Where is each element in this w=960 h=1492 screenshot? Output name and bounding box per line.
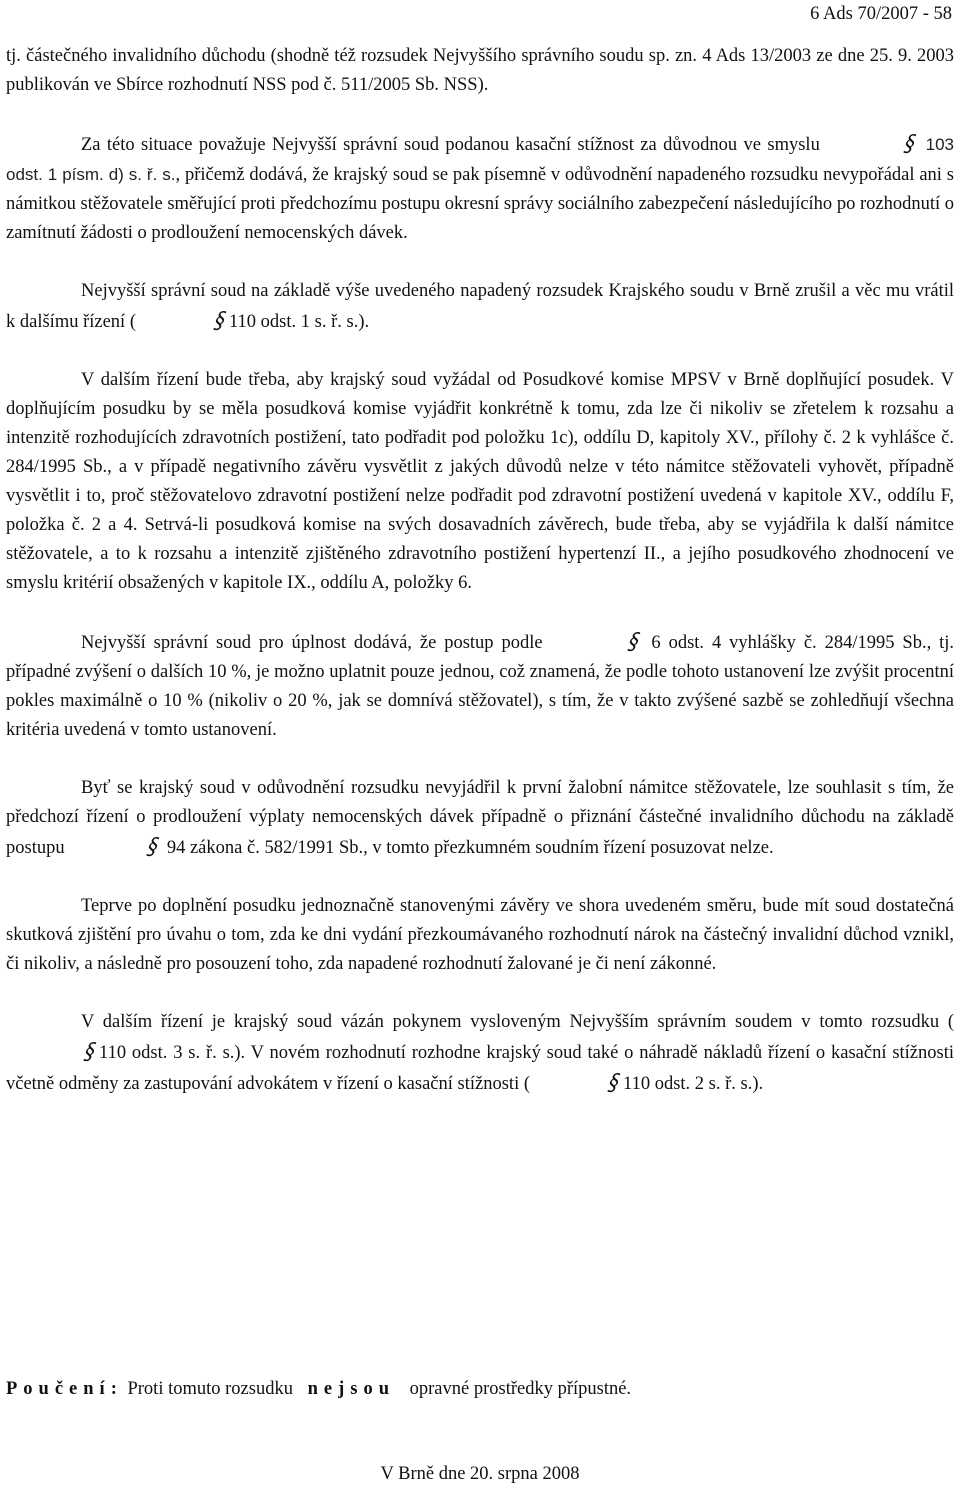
paragraph-6 [6,774,954,863]
paragraph-8-text-a: V dalším řízení je krajský soud vázán pokynem vysloveným Nejvyšším správním soudem v tomto rozsudku ( [81,1012,954,1032]
instruction-emphasis: nejsou [307,1379,395,1399]
paragraph-8 [6,1008,954,1099]
paragraph-3 [6,277,954,337]
document-body [6,42,954,1099]
paragraph-6-text-b: 94 zákona č. 582/1991 Sb., v tomto přezkumném soudním řízení posuzovat nelze. [166,838,774,858]
section-sign-icon: § [900,129,921,157]
paragraph-2-text-a: Za této situace považuje Nejvyšší správní soud podanou kasační stížnost za důvodnou ve smyslu [81,135,820,155]
section-sign-icon: § [624,627,645,655]
docket-number: 6 Ads 70/2007 - 58 [810,4,952,24]
paragraph-8-text-c: 110 odst. 2 s. ř. s.). [623,1074,764,1094]
paragraph-2 [6,129,954,248]
date-line: V Brně dne 20. srpna 2008 [380,1464,580,1484]
legal-instruction [6,1379,631,1400]
instruction-text-b: opravné prostředky přípustné. [409,1379,632,1399]
section-sign-icon: § [604,1068,625,1096]
paragraph-5 [6,627,954,745]
paragraph-5-text-b: 6 odst. 4 vyhlášky č. 284/1995 Sb., tj. případné zvýšení o dalších 10 %, je možno uplatnit pouze jednou, což znamená, že podle tohoto ustanovení lze zvýšit procentní pokles maximálně o 10 % (nikoliv o 20 %, jak se domnívá stěžovatel), s tím, že v takto zvýšené sazbě se zohledňují všechna kritéria uvedená v tomto ustanovení. [6,633,955,740]
paragraph-7: Teprve po doplnění posudku jednoznačně stanovenými závěry ve shora uvedeném směru, bude mít soud dostatečná skutková zjištění pro úvahu o tom, zda ke dni vydání přezkoumávaného rozhodnutí nárok na částečný invalidní důchod vznikl, či nikoliv, a následně pro posouzení toho, zda napadené rozhodnutí žalované je či není zákonné. [6,896,954,974]
instruction-text-a: Proti tomuto rozsudku [127,1379,293,1399]
instruction-label: Poučení: [6,1379,123,1399]
paragraph-4: V dalším řízení bude třeba, aby krajský soud vyžádal od Posudkové komise MPSV v Brně doplňující posudek. V doplňujícím posudku by se měla posudková komise vyjádřit konkrétně k tomu, zda lze či nikoliv se zřetelem k rozsahu a intenzitě rozhodujících zdravotních postižení, tato podřadit pod položku 1c), oddílu D, kapitoly XV., přílohy č. 2 k vyhlášce č. 284/1995 Sb., a v případě negativního závěru vysvětlit z jakých důvodů nelze v této námitce stěžovateli vyhovět, případně vysvětlit i to, proč stěžovatelovo zdravotní postižení nelze podřadit pod zdravotní postižení uvedená v kapitole XV., oddílu F, položka č. 2 a 4. Setrvá-li posudková komise na svých dosavadních závěrech, bude třeba, aby se vyjádřila k další námitce stěžovatele, a to k rozsahu a intenzitě zjištěného zdravotního postižení hypertenzí II., a jejího posudkového zhodnocení ve smyslu kritérií obsažených v kapitole IX., oddílu A, položky 6. [6,370,954,593]
section-sign-icon: § [210,306,231,334]
paragraph-2-citation: 103 odst. 1 písm. d) s. ř. s. [6,135,955,184]
section-sign-icon: § [143,832,164,860]
paragraph-6-text-a: Byť se krajský soud v odůvodnění rozsudku nevyjádřil k první žalobní námitce stěžovatele, lze souhlasit s tím, že předchozí řízení o prodloužení výplaty nemocenských dávek případně o přiznání částečné invalidního důchodu na základě postupu [6,778,954,858]
section-sign-icon: § [80,1037,101,1065]
paragraph-8-text-b: 110 odst. 3 s. ř. s.). V novém rozhodnutí rozhodne krajský soud také o náhradě nákladů řízení o kasační stížnosti včetně odměny za zastupování advokátem v řízení o kasační stížnosti ( [6,1043,954,1094]
paragraph-5-text-a: Nejvyšší správní soud pro úplnost dodává, že postup podle [81,633,543,653]
paragraph-2-text-c: , přičemž dodává, že krajský soud se pak písemně v odůvodnění napadeného rozsudku nevypořádal ani s námitkou stěžovatele směřující proti předchozímu postupu okresní správy sociálního zabezpečení následujícího po rozhodnutí o zamítnutí žádosti o prodloužení nemocenských dávek. [6,165,954,243]
paragraph-3-text-a: Nejvyšší správní soud na základě výše uvedeného napadený rozsudek Krajského soudu v Brně zrušil a věc mu vrátil k dalšímu řízení ( [6,281,954,332]
paragraph-3-text-b: 110 odst. 1 s. ř. s.). [228,312,370,332]
paragraph-1: tj. částečného invalidního důchodu (shodně též rozsudek Nejvyššího správního soudu sp. zn. 4 Ads 13/2003 ze dne 25. 9. 2003 publikován ve Sbírce rozhodnutí NSS pod č. 511/2005 Sb. NSS). [6,46,954,95]
